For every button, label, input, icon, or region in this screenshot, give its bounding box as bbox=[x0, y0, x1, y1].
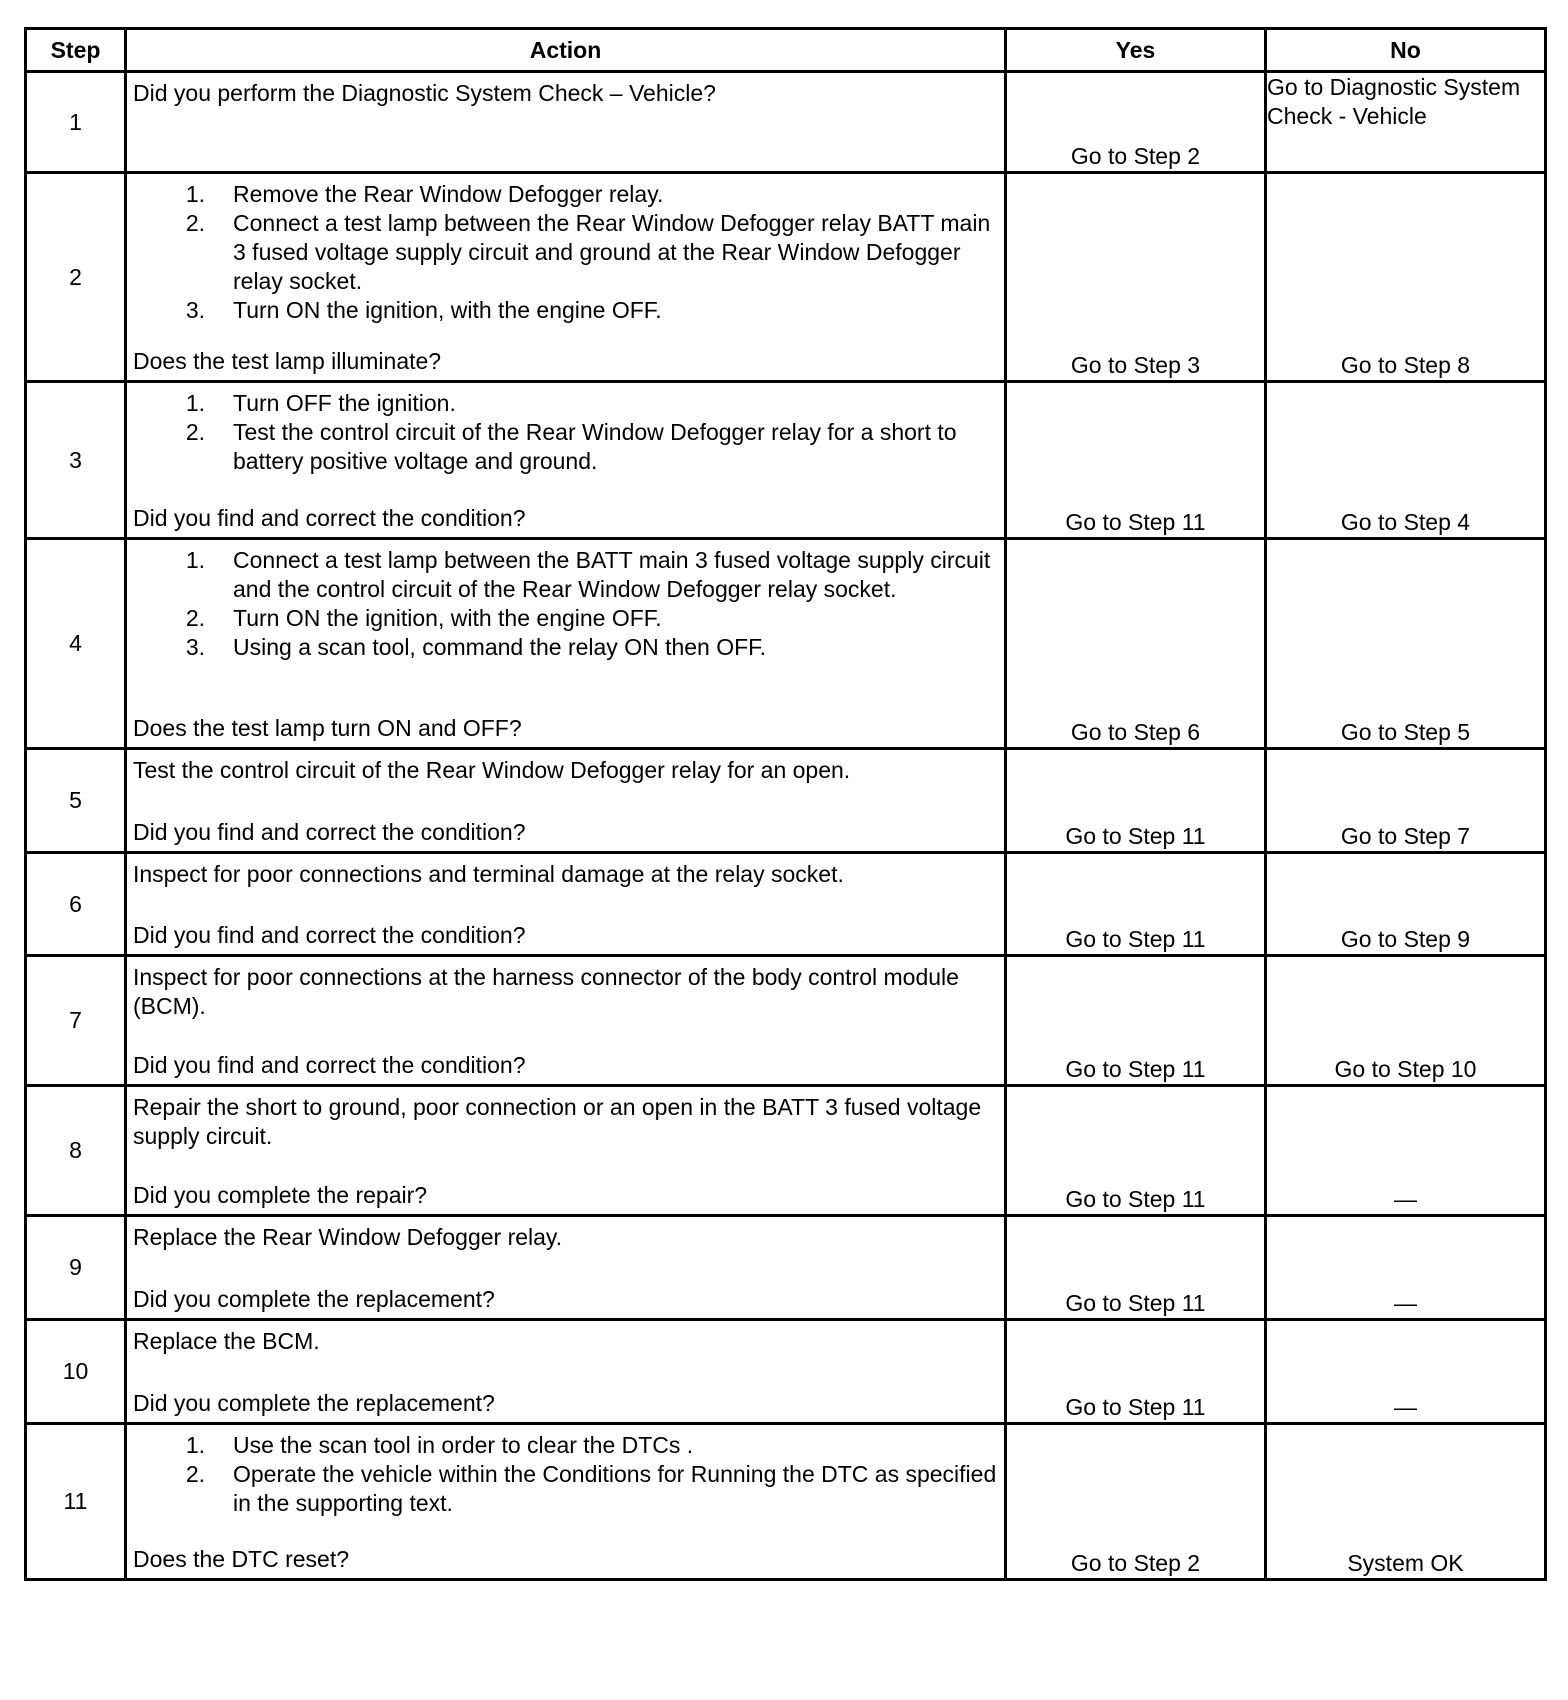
list-item bbox=[133, 389, 998, 418]
table-row bbox=[26, 382, 1546, 539]
instruction-text: Did you perform the Diagnostic System Check – Vehicle? bbox=[133, 80, 716, 106]
question-text: Did you complete the replacement? bbox=[133, 1390, 495, 1416]
yes-result: Go to Step 11 bbox=[1006, 1216, 1266, 1320]
question-text: Did you find and correct the condition? bbox=[133, 819, 526, 845]
table-row bbox=[26, 1086, 1546, 1216]
list-item bbox=[133, 1460, 998, 1518]
yes-result: Go to Step 6 bbox=[1006, 539, 1266, 749]
step-number: 11 bbox=[26, 1424, 126, 1580]
instruction-text: Replace the BCM. bbox=[133, 1328, 320, 1354]
action-cell bbox=[126, 749, 1006, 853]
list-item-text: Operate the vehicle within the Conditions for Running the DTC as specified in the supporting text. bbox=[233, 1461, 997, 1516]
list-item-number: 1. bbox=[185, 1432, 205, 1458]
list-item bbox=[133, 546, 998, 604]
step-number: 3 bbox=[26, 382, 126, 539]
question-text: Did you find and correct the condition? bbox=[133, 505, 526, 531]
yes-result: Go to Step 11 bbox=[1006, 749, 1266, 853]
table-row bbox=[26, 749, 1546, 853]
list-item-number: 2. bbox=[185, 210, 205, 236]
list-item-text: Turn ON the ignition, with the engine OFF. bbox=[233, 297, 662, 323]
instruction-text: Repair the short to ground, poor connection or an open in the BATT 3 fused voltage supply circuit. bbox=[133, 1094, 982, 1149]
action-cell bbox=[126, 173, 1006, 382]
list-item bbox=[133, 296, 998, 325]
instruction-text: Replace the Rear Window Defogger relay. bbox=[133, 1224, 563, 1250]
no-result: System OK bbox=[1266, 1424, 1546, 1580]
diagnostic-table bbox=[24, 27, 1547, 1581]
step-number: 6 bbox=[26, 853, 126, 956]
list-item-number: 2. bbox=[185, 419, 205, 445]
list-item-number: 1. bbox=[185, 181, 205, 207]
table-row bbox=[26, 539, 1546, 749]
no-result: Go to Step 7 bbox=[1266, 749, 1546, 853]
step-number: 8 bbox=[26, 1086, 126, 1216]
yes-result: Go to Step 11 bbox=[1006, 1320, 1266, 1424]
no-result: Go to Step 8 bbox=[1266, 173, 1546, 382]
table-row bbox=[26, 956, 1546, 1086]
list-item bbox=[133, 1431, 998, 1460]
question-text: Does the test lamp turn ON and OFF? bbox=[133, 715, 522, 741]
table-row bbox=[26, 1216, 1546, 1320]
table-row bbox=[26, 1320, 1546, 1424]
instruction-list bbox=[133, 180, 998, 325]
instruction-text: Test the control circuit of the Rear Window Defogger relay for an open. bbox=[133, 757, 851, 783]
question-text: Did you complete the repair? bbox=[133, 1182, 428, 1208]
yes-result: Go to Step 11 bbox=[1006, 382, 1266, 539]
list-item-text: Connect a test lamp between the Rear Window Defogger relay BATT main 3 fused voltage supply circuit and ground at the Rear Window Defogger relay socket. bbox=[233, 210, 991, 294]
yes-result: Go to Step 2 bbox=[1006, 72, 1266, 173]
list-item bbox=[133, 209, 998, 296]
instruction-text: Inspect for poor connections at the harness connector of the body control module (BCM). bbox=[133, 964, 959, 1019]
step-number: 7 bbox=[26, 956, 126, 1086]
step-number: 9 bbox=[26, 1216, 126, 1320]
yes-result: Go to Step 11 bbox=[1006, 956, 1266, 1086]
header-no: No bbox=[1266, 29, 1546, 72]
list-item-text: Remove the Rear Window Defogger relay. bbox=[233, 181, 664, 207]
list-item-number: 1. bbox=[185, 547, 205, 573]
action-cell bbox=[126, 382, 1006, 539]
list-item bbox=[133, 633, 998, 662]
header-step: Step bbox=[26, 29, 126, 72]
no-result: — bbox=[1266, 1086, 1546, 1216]
list-item-number: 1. bbox=[185, 390, 205, 416]
table-body bbox=[26, 72, 1546, 1580]
list-item bbox=[133, 180, 998, 209]
list-item-text: Turn ON the ignition, with the engine OFF. bbox=[233, 605, 662, 631]
list-item-text: Use the scan tool in order to clear the DTCs . bbox=[233, 1432, 694, 1458]
question-text: Does the test lamp illuminate? bbox=[133, 348, 442, 374]
list-item bbox=[133, 418, 998, 476]
action-cell bbox=[126, 1086, 1006, 1216]
question-text: Does the DTC reset? bbox=[133, 1546, 350, 1572]
table-row bbox=[26, 173, 1546, 382]
question-text: Did you find and correct the condition? bbox=[133, 922, 526, 948]
table-row bbox=[26, 1424, 1546, 1580]
list-item-text: Using a scan tool, command the relay ON then OFF. bbox=[233, 634, 767, 660]
no-result: Go to Diagnostic System Check - Vehicle bbox=[1266, 72, 1546, 173]
no-result: — bbox=[1266, 1320, 1546, 1424]
instruction-list bbox=[133, 546, 998, 662]
action-cell bbox=[126, 853, 1006, 956]
instruction-list bbox=[133, 389, 998, 476]
no-result: Go to Step 9 bbox=[1266, 853, 1546, 956]
step-number: 5 bbox=[26, 749, 126, 853]
no-result: — bbox=[1266, 1216, 1546, 1320]
header-yes: Yes bbox=[1006, 29, 1266, 72]
header-action: Action bbox=[126, 29, 1006, 72]
list-item-text: Test the control circuit of the Rear Window Defogger relay for a short to battery positive voltage and ground. bbox=[233, 419, 957, 474]
action-cell bbox=[126, 1424, 1006, 1580]
header-row bbox=[26, 29, 1546, 72]
no-result: Go to Step 10 bbox=[1266, 956, 1546, 1086]
list-item-number: 2. bbox=[185, 605, 205, 631]
no-result: Go to Step 5 bbox=[1266, 539, 1546, 749]
action-cell bbox=[126, 956, 1006, 1086]
list-item-number: 3. bbox=[185, 634, 205, 660]
list-item-number: 2. bbox=[185, 1461, 205, 1487]
no-result: Go to Step 4 bbox=[1266, 382, 1546, 539]
question-text: Did you complete the replacement? bbox=[133, 1286, 495, 1312]
yes-result: Go to Step 11 bbox=[1006, 853, 1266, 956]
step-number: 10 bbox=[26, 1320, 126, 1424]
yes-result: Go to Step 2 bbox=[1006, 1424, 1266, 1580]
instruction-text: Inspect for poor connections and terminal damage at the relay socket. bbox=[133, 861, 844, 887]
instruction-list bbox=[133, 1431, 998, 1518]
yes-result: Go to Step 11 bbox=[1006, 1086, 1266, 1216]
list-item-number: 3. bbox=[185, 297, 205, 323]
yes-result: Go to Step 3 bbox=[1006, 173, 1266, 382]
action-cell bbox=[126, 1320, 1006, 1424]
action-cell bbox=[126, 1216, 1006, 1320]
list-item-text: Turn OFF the ignition. bbox=[233, 390, 456, 416]
table-row bbox=[26, 853, 1546, 956]
step-number: 2 bbox=[26, 173, 126, 382]
list-item-text: Connect a test lamp between the BATT main 3 fused voltage supply circuit and the control circuit of the Rear Window Defogger relay socket. bbox=[233, 547, 991, 602]
list-item bbox=[133, 604, 998, 633]
step-number: 4 bbox=[26, 539, 126, 749]
table-row bbox=[26, 72, 1546, 173]
action-cell bbox=[126, 539, 1006, 749]
action-cell bbox=[126, 72, 1006, 173]
step-number: 1 bbox=[26, 72, 126, 173]
question-text: Did you find and correct the condition? bbox=[133, 1052, 526, 1078]
